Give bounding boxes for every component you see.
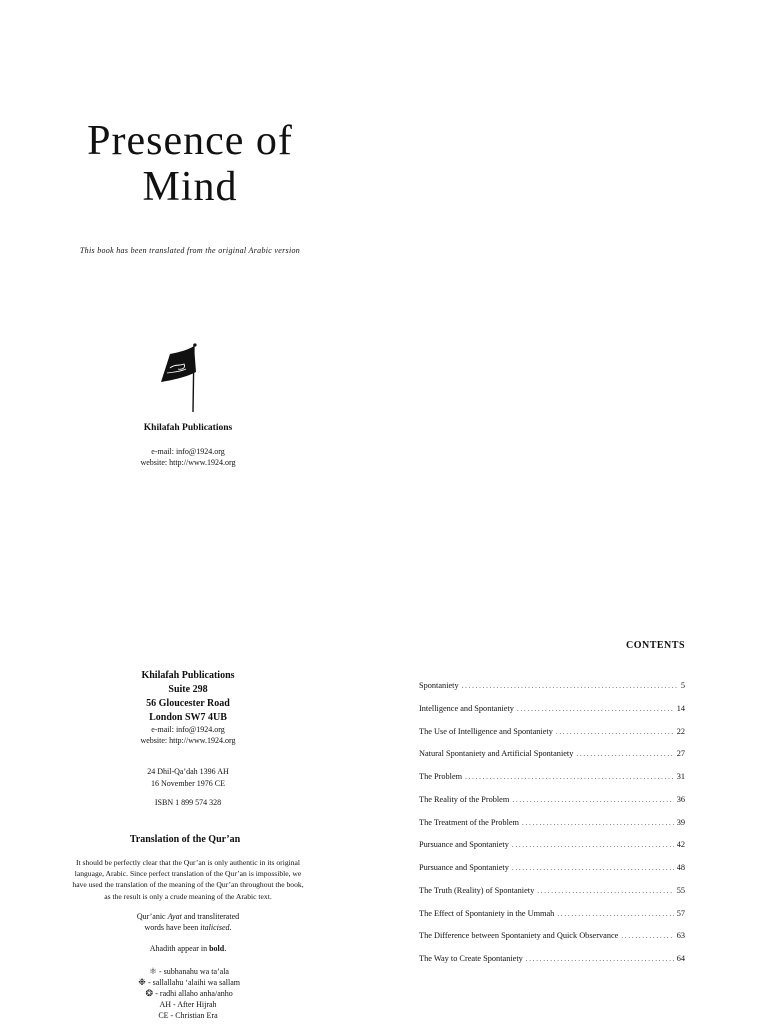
translation-heading: Translation of the Qur’an (129, 834, 241, 845)
toc-entry[interactable] (419, 863, 685, 886)
ra-symbol-icon: ❂ (145, 988, 153, 998)
flag-icon (158, 342, 210, 414)
italic-note: words have been italicised. (144, 923, 232, 932)
toc-leader (512, 796, 673, 804)
toc-page: 55 (676, 885, 685, 895)
toc-entry[interactable] (419, 818, 685, 841)
toc-title: Natural Spontaniety and Artificial Spontaniety (419, 749, 574, 759)
date-hijri: 24 Dhil-Qa’dah 1396 AH (147, 767, 229, 776)
ra-legend: ❂ - radhi allaho anha/anho (80, 988, 296, 999)
toc-title: The Use of Intelligence and Spontaniety (419, 726, 553, 736)
toc-page: 42 (676, 840, 685, 850)
toc-title: Spontaniety (419, 681, 459, 690)
toc-title: The Difference between Spontaniety and Quick Observance (419, 931, 619, 941)
book-title-line1: Presence of (87, 118, 293, 164)
toc-leader (621, 932, 673, 940)
swt-symbol-icon: ⚛ (148, 966, 158, 976)
toc-leader (522, 819, 674, 827)
ayat-word: Ayat (167, 912, 182, 921)
ce-legend: CE - Christian Era (158, 1011, 218, 1020)
date-ce: 16 November 1976 CE (151, 779, 225, 788)
toc-title: Pursuance and Spontaniety (419, 840, 509, 850)
imprint-road: 56 Gloucester Road (146, 698, 230, 709)
toc-entry[interactable] (419, 909, 685, 932)
toc-leader (517, 705, 674, 713)
toc-page: 14 (676, 703, 685, 713)
toc-page: 48 (676, 863, 685, 872)
swt-legend: ⚛ - subhanahu wa ta’ala (148, 966, 229, 976)
toc-entry[interactable] (419, 704, 685, 727)
toc-title: The Effect of Spontaniety in the Ummah (419, 908, 555, 918)
imprint-city: London SW7 4UB (149, 712, 227, 723)
toc-page: 22 (676, 726, 685, 736)
toc-page: 57 (676, 908, 685, 918)
toc-entry[interactable] (419, 886, 685, 909)
book-title (40, 118, 340, 210)
translation-line: It should be perfectly clear that the Qur’an is only authentic in its original (75, 858, 301, 867)
imprint-email: e-mail: info@1924.org (151, 725, 225, 734)
isbn: ISBN 1 899 574 328 (154, 798, 222, 807)
toc-entry[interactable] (419, 727, 685, 750)
imprint-website: website: http://www.1924.org (140, 736, 236, 745)
saw-symbol-icon: ❉ (138, 977, 146, 987)
toc-leader (462, 682, 678, 690)
book-title-line2: Mind (142, 164, 238, 210)
toc-entry[interactable] (419, 795, 685, 818)
toc-page: 27 (676, 749, 685, 759)
translation-line: as the result is only a crude meaning of the Arabic text. (104, 891, 272, 901)
translation-line: language, Arabic. Since perfect translation of the Qur’an is impossible, we (74, 869, 302, 879)
ayat-note: Qur’anic Ayat and transliterated (136, 912, 240, 921)
toc-leader (512, 864, 674, 872)
ahadith-note: Ahadith appear in bold. (149, 944, 227, 953)
toc-entry[interactable] (419, 749, 685, 772)
toc-leader (526, 955, 674, 963)
toc-page: 36 (676, 794, 685, 804)
translation-paragraph (40, 857, 336, 902)
translation-note: This book has been translated from the original Arabic version (79, 246, 301, 255)
translation-line: have used the translation of the meaning of the Qur’an throughout the book, (72, 880, 304, 890)
toc-title: The Way to Create Spontaniety (419, 954, 523, 963)
contents-heading: CONTENTS (625, 640, 685, 651)
toc-title: The Treatment of the Problem (419, 817, 520, 827)
toc-title: The Reality of the Problem (419, 794, 510, 804)
toc-leader (512, 841, 674, 849)
publisher-email: e-mail: info@1924.org (151, 447, 225, 456)
publisher-name: Khilafah Publications (143, 423, 233, 433)
toc-entry[interactable] (419, 772, 685, 795)
toc-leader (576, 750, 673, 758)
imprint-publisher: Khilafah Publications (141, 670, 235, 681)
table-of-contents (419, 681, 685, 977)
toc-page: 31 (676, 772, 685, 781)
toc-title: The Truth (Reality) of Spontaniety (419, 885, 535, 895)
toc-entry[interactable] (419, 931, 685, 954)
toc-leader (556, 728, 674, 736)
toc-title: Pursuance and Spontaniety (419, 863, 509, 872)
toc-title: The Problem (419, 772, 463, 781)
toc-page: 63 (676, 931, 685, 941)
toc-leader (557, 910, 673, 918)
toc-entry[interactable] (419, 954, 685, 977)
toc-leader (537, 887, 673, 895)
toc-page: 5 (680, 681, 685, 690)
toc-entry[interactable] (419, 681, 685, 704)
toc-page: 39 (676, 817, 685, 827)
toc-leader (465, 773, 674, 781)
italicised-word: italicised (200, 923, 230, 932)
toc-entry[interactable] (419, 840, 685, 863)
toc-page: 64 (676, 954, 685, 963)
ah-legend: AH - After Hijrah (159, 1000, 217, 1009)
saw-legend: ❉ - sallallahu ‘alaihi wa sallam (80, 977, 296, 988)
bold-word: bold (209, 944, 225, 953)
publisher-website: website: http://www.1924.org (140, 458, 236, 467)
toc-title: Intelligence and Spontaniety (419, 703, 514, 713)
imprint-suite: Suite 298 (168, 684, 208, 695)
